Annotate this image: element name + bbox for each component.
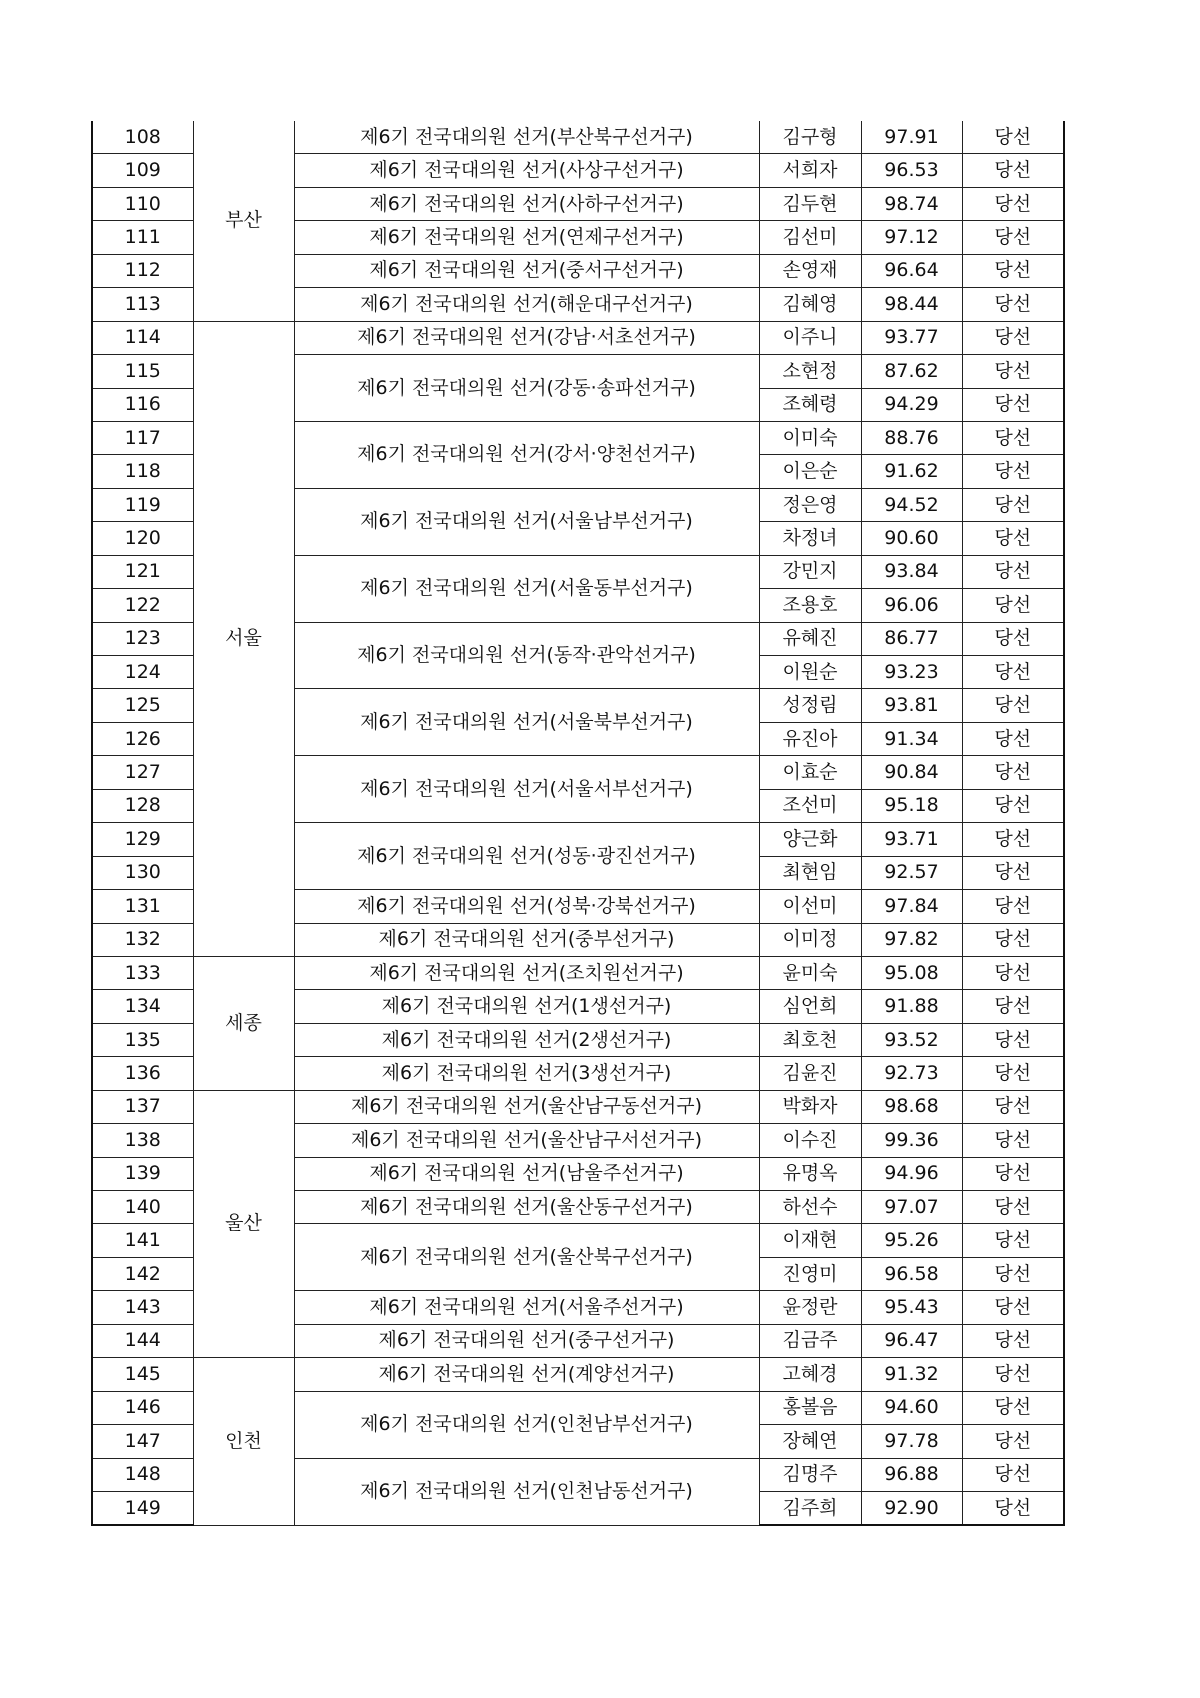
vote-percentage-cell: 99.36 [861, 1124, 962, 1157]
vote-percentage-cell: 97.07 [861, 1191, 962, 1224]
table-row [92, 321, 1064, 354]
row-number-cell: 135 [92, 1023, 193, 1056]
vote-percentage-cell: 95.26 [861, 1224, 962, 1257]
result-status-cell: 당선 [962, 1391, 1064, 1424]
election-district-cell: 제6기 전국대의원 선거(2생선거구) [294, 1023, 759, 1056]
result-status-cell: 당선 [962, 1324, 1064, 1357]
election-district-cell: 제6기 전국대의원 선거(1생선거구) [294, 990, 759, 1023]
result-status-cell: 당선 [962, 923, 1064, 956]
result-status-cell: 당선 [962, 154, 1064, 187]
result-status-cell: 당선 [962, 1257, 1064, 1290]
candidate-name-cell: 이재현 [759, 1224, 861, 1257]
row-number-cell: 145 [92, 1358, 193, 1391]
candidate-name-cell: 이원순 [759, 656, 861, 689]
vote-percentage-cell: 95.18 [861, 789, 962, 822]
election-district-cell: 제6기 전국대의원 선거(서울주선거구) [294, 1291, 759, 1324]
election-district-cell: 제6기 전국대의원 선거(해운대구선거구) [294, 288, 759, 321]
election-district-cell: 제6기 전국대의원 선거(강동·송파선거구) [294, 355, 759, 422]
vote-percentage-cell: 93.71 [861, 823, 962, 856]
row-number-cell: 146 [92, 1391, 193, 1424]
candidate-name-cell: 김윤진 [759, 1057, 861, 1090]
result-status-cell: 당선 [962, 789, 1064, 822]
row-number-cell: 121 [92, 555, 193, 588]
row-number-cell: 141 [92, 1224, 193, 1257]
election-district-cell: 제6기 전국대의원 선거(울산남구동선거구) [294, 1090, 759, 1123]
result-status-cell: 당선 [962, 1157, 1064, 1190]
row-number-cell: 148 [92, 1458, 193, 1491]
election-district-cell: 제6기 전국대의원 선거(울산동구선거구) [294, 1191, 759, 1224]
row-number-cell: 133 [92, 956, 193, 989]
election-district-cell: 제6기 전국대의원 선거(울산남구서선거구) [294, 1124, 759, 1157]
region-cell: 서울 [193, 321, 294, 956]
results-table-body [92, 121, 1064, 1525]
vote-percentage-cell: 91.62 [861, 455, 962, 488]
candidate-name-cell: 조혜령 [759, 388, 861, 421]
election-district-cell: 제6기 전국대의원 선거(계양선거구) [294, 1358, 759, 1391]
vote-percentage-cell: 92.90 [861, 1491, 962, 1525]
candidate-name-cell: 윤미숙 [759, 956, 861, 989]
vote-percentage-cell: 94.29 [861, 388, 962, 421]
vote-percentage-cell: 97.78 [861, 1425, 962, 1458]
row-number-cell: 137 [92, 1090, 193, 1123]
candidate-name-cell: 손영재 [759, 254, 861, 287]
candidate-name-cell: 성정림 [759, 689, 861, 722]
candidate-name-cell: 이효순 [759, 756, 861, 789]
election-district-cell: 제6기 전국대의원 선거(인천남동선거구) [294, 1458, 759, 1525]
election-district-cell: 제6기 전국대의원 선거(연제구선거구) [294, 221, 759, 254]
table-row [92, 1090, 1064, 1123]
row-number-cell: 110 [92, 187, 193, 220]
candidate-name-cell: 정은영 [759, 488, 861, 521]
election-district-cell: 제6기 전국대의원 선거(사상구선거구) [294, 154, 759, 187]
row-number-cell: 115 [92, 355, 193, 388]
row-number-cell: 130 [92, 856, 193, 889]
candidate-name-cell: 이주니 [759, 321, 861, 354]
row-number-cell: 112 [92, 254, 193, 287]
vote-percentage-cell: 94.52 [861, 488, 962, 521]
result-status-cell: 당선 [962, 722, 1064, 755]
candidate-name-cell: 박화자 [759, 1090, 861, 1123]
row-number-cell: 149 [92, 1491, 193, 1525]
result-status-cell: 당선 [962, 421, 1064, 454]
result-status-cell: 당선 [962, 1224, 1064, 1257]
candidate-name-cell: 조선미 [759, 789, 861, 822]
candidate-name-cell: 장혜연 [759, 1425, 861, 1458]
row-number-cell: 129 [92, 823, 193, 856]
candidate-name-cell: 유명옥 [759, 1157, 861, 1190]
candidate-name-cell: 윤정란 [759, 1291, 861, 1324]
candidate-name-cell: 유진아 [759, 722, 861, 755]
row-number-cell: 109 [92, 154, 193, 187]
result-status-cell: 당선 [962, 856, 1064, 889]
election-district-cell: 제6기 전국대의원 선거(조치원선거구) [294, 956, 759, 989]
vote-percentage-cell: 96.58 [861, 1257, 962, 1290]
row-number-cell: 123 [92, 622, 193, 655]
row-number-cell: 143 [92, 1291, 193, 1324]
row-number-cell: 147 [92, 1425, 193, 1458]
row-number-cell: 126 [92, 722, 193, 755]
row-number-cell: 132 [92, 923, 193, 956]
result-status-cell: 당선 [962, 488, 1064, 521]
vote-percentage-cell: 97.12 [861, 221, 962, 254]
result-status-cell: 당선 [962, 656, 1064, 689]
result-status-cell: 당선 [962, 1458, 1064, 1491]
vote-percentage-cell: 91.88 [861, 990, 962, 1023]
vote-percentage-cell: 90.84 [861, 756, 962, 789]
candidate-name-cell: 양근화 [759, 823, 861, 856]
row-number-cell: 120 [92, 522, 193, 555]
election-district-cell: 제6기 전국대의원 선거(서울북부선거구) [294, 689, 759, 756]
vote-percentage-cell: 96.47 [861, 1324, 962, 1357]
row-number-cell: 142 [92, 1257, 193, 1290]
vote-percentage-cell: 96.64 [861, 254, 962, 287]
row-number-cell: 144 [92, 1324, 193, 1357]
vote-percentage-cell: 93.77 [861, 321, 962, 354]
election-district-cell: 제6기 전국대의원 선거(중부선거구) [294, 923, 759, 956]
candidate-name-cell: 이은순 [759, 455, 861, 488]
vote-percentage-cell: 88.76 [861, 421, 962, 454]
result-status-cell: 당선 [962, 288, 1064, 321]
candidate-name-cell: 이수진 [759, 1124, 861, 1157]
row-number-cell: 108 [92, 121, 193, 154]
candidate-name-cell: 최현임 [759, 856, 861, 889]
result-status-cell: 당선 [962, 121, 1064, 154]
row-number-cell: 136 [92, 1057, 193, 1090]
vote-percentage-cell: 96.53 [861, 154, 962, 187]
vote-percentage-cell: 92.73 [861, 1057, 962, 1090]
row-number-cell: 117 [92, 421, 193, 454]
row-number-cell: 140 [92, 1191, 193, 1224]
row-number-cell: 128 [92, 789, 193, 822]
vote-percentage-cell: 93.81 [861, 689, 962, 722]
election-district-cell: 제6기 전국대의원 선거(울산북구선거구) [294, 1224, 759, 1291]
vote-percentage-cell: 93.52 [861, 1023, 962, 1056]
election-district-cell: 제6기 전국대의원 선거(성북·강북선거구) [294, 890, 759, 923]
result-status-cell: 당선 [962, 254, 1064, 287]
election-district-cell: 제6기 전국대의원 선거(중서구선거구) [294, 254, 759, 287]
election-district-cell: 제6기 전국대의원 선거(성동·광진선거구) [294, 823, 759, 890]
row-number-cell: 139 [92, 1157, 193, 1190]
election-district-cell: 제6기 전국대의원 선거(부산북구선거구) [294, 121, 759, 154]
table-row [92, 956, 1064, 989]
election-district-cell: 제6기 전국대의원 선거(중구선거구) [294, 1324, 759, 1357]
candidate-name-cell: 차정녀 [759, 522, 861, 555]
result-status-cell: 당선 [962, 221, 1064, 254]
result-status-cell: 당선 [962, 321, 1064, 354]
region-cell: 울산 [193, 1090, 294, 1358]
result-status-cell: 당선 [962, 555, 1064, 588]
result-status-cell: 당선 [962, 1291, 1064, 1324]
candidate-name-cell: 조용호 [759, 589, 861, 622]
row-number-cell: 122 [92, 589, 193, 622]
vote-percentage-cell: 92.57 [861, 856, 962, 889]
result-status-cell: 당선 [962, 187, 1064, 220]
vote-percentage-cell: 97.91 [861, 121, 962, 154]
result-status-cell: 당선 [962, 1191, 1064, 1224]
region-cell: 인천 [193, 1358, 294, 1526]
result-status-cell: 당선 [962, 823, 1064, 856]
candidate-name-cell: 이선미 [759, 890, 861, 923]
row-number-cell: 124 [92, 656, 193, 689]
election-district-cell: 제6기 전국대의원 선거(서울남부선거구) [294, 488, 759, 555]
table-row [92, 121, 1064, 154]
row-number-cell: 131 [92, 890, 193, 923]
table-row [92, 1358, 1064, 1391]
candidate-name-cell: 서희자 [759, 154, 861, 187]
row-number-cell: 111 [92, 221, 193, 254]
row-number-cell: 118 [92, 455, 193, 488]
election-district-cell: 제6기 전국대의원 선거(서울서부선거구) [294, 756, 759, 823]
result-status-cell: 당선 [962, 956, 1064, 989]
result-status-cell: 당선 [962, 455, 1064, 488]
election-district-cell: 제6기 전국대의원 선거(사하구선거구) [294, 187, 759, 220]
result-status-cell: 당선 [962, 1057, 1064, 1090]
candidate-name-cell: 김금주 [759, 1324, 861, 1357]
result-status-cell: 당선 [962, 589, 1064, 622]
vote-percentage-cell: 96.88 [861, 1458, 962, 1491]
row-number-cell: 134 [92, 990, 193, 1023]
election-district-cell: 제6기 전국대의원 선거(강남·서초선거구) [294, 321, 759, 354]
vote-percentage-cell: 86.77 [861, 622, 962, 655]
row-number-cell: 119 [92, 488, 193, 521]
candidate-name-cell: 최호천 [759, 1023, 861, 1056]
election-district-cell: 제6기 전국대의원 선거(서울동부선거구) [294, 555, 759, 622]
result-status-cell: 당선 [962, 1124, 1064, 1157]
vote-percentage-cell: 94.60 [861, 1391, 962, 1424]
vote-percentage-cell: 90.60 [861, 522, 962, 555]
result-status-cell: 당선 [962, 1425, 1064, 1458]
result-status-cell: 당선 [962, 1358, 1064, 1391]
vote-percentage-cell: 96.06 [861, 589, 962, 622]
result-status-cell: 당선 [962, 1491, 1064, 1525]
vote-percentage-cell: 95.43 [861, 1291, 962, 1324]
row-number-cell: 127 [92, 756, 193, 789]
row-number-cell: 114 [92, 321, 193, 354]
vote-percentage-cell: 91.32 [861, 1358, 962, 1391]
election-district-cell: 제6기 전국대의원 선거(강서·양천선거구) [294, 421, 759, 488]
candidate-name-cell: 김선미 [759, 221, 861, 254]
candidate-name-cell: 하선수 [759, 1191, 861, 1224]
result-status-cell: 당선 [962, 622, 1064, 655]
result-status-cell: 당선 [962, 689, 1064, 722]
candidate-name-cell: 진영미 [759, 1257, 861, 1290]
election-district-cell: 제6기 전국대의원 선거(인천남부선거구) [294, 1391, 759, 1458]
result-status-cell: 당선 [962, 1023, 1064, 1056]
row-number-cell: 116 [92, 388, 193, 421]
candidate-name-cell: 심언희 [759, 990, 861, 1023]
candidate-name-cell: 소현정 [759, 355, 861, 388]
election-district-cell: 제6기 전국대의원 선거(동작·관악선거구) [294, 622, 759, 689]
row-number-cell: 138 [92, 1124, 193, 1157]
election-district-cell: 제6기 전국대의원 선거(3생선거구) [294, 1057, 759, 1090]
region-cell: 부산 [193, 121, 294, 321]
candidate-name-cell: 고혜경 [759, 1358, 861, 1391]
vote-percentage-cell: 94.96 [861, 1157, 962, 1190]
candidate-name-cell: 김명주 [759, 1458, 861, 1491]
candidate-name-cell: 김두현 [759, 187, 861, 220]
candidate-name-cell: 김주희 [759, 1491, 861, 1525]
vote-percentage-cell: 87.62 [861, 355, 962, 388]
result-status-cell: 당선 [962, 990, 1064, 1023]
result-status-cell: 당선 [962, 355, 1064, 388]
result-status-cell: 당선 [962, 890, 1064, 923]
row-number-cell: 113 [92, 288, 193, 321]
vote-percentage-cell: 97.82 [861, 923, 962, 956]
vote-percentage-cell: 91.34 [861, 722, 962, 755]
candidate-name-cell: 홍볼음 [759, 1391, 861, 1424]
vote-percentage-cell: 98.68 [861, 1090, 962, 1123]
result-status-cell: 당선 [962, 522, 1064, 555]
election-results-table [91, 121, 1065, 1526]
election-district-cell: 제6기 전국대의원 선거(남울주선거구) [294, 1157, 759, 1190]
vote-percentage-cell: 93.23 [861, 656, 962, 689]
result-status-cell: 당선 [962, 1090, 1064, 1123]
result-status-cell: 당선 [962, 388, 1064, 421]
candidate-name-cell: 이미숙 [759, 421, 861, 454]
vote-percentage-cell: 97.84 [861, 890, 962, 923]
row-number-cell: 125 [92, 689, 193, 722]
candidate-name-cell: 이미정 [759, 923, 861, 956]
vote-percentage-cell: 95.08 [861, 956, 962, 989]
vote-percentage-cell: 93.84 [861, 555, 962, 588]
candidate-name-cell: 강민지 [759, 555, 861, 588]
candidate-name-cell: 김구형 [759, 121, 861, 154]
vote-percentage-cell: 98.44 [861, 288, 962, 321]
candidate-name-cell: 김혜영 [759, 288, 861, 321]
region-cell: 세종 [193, 956, 294, 1090]
result-status-cell: 당선 [962, 756, 1064, 789]
candidate-name-cell: 유혜진 [759, 622, 861, 655]
vote-percentage-cell: 98.74 [861, 187, 962, 220]
